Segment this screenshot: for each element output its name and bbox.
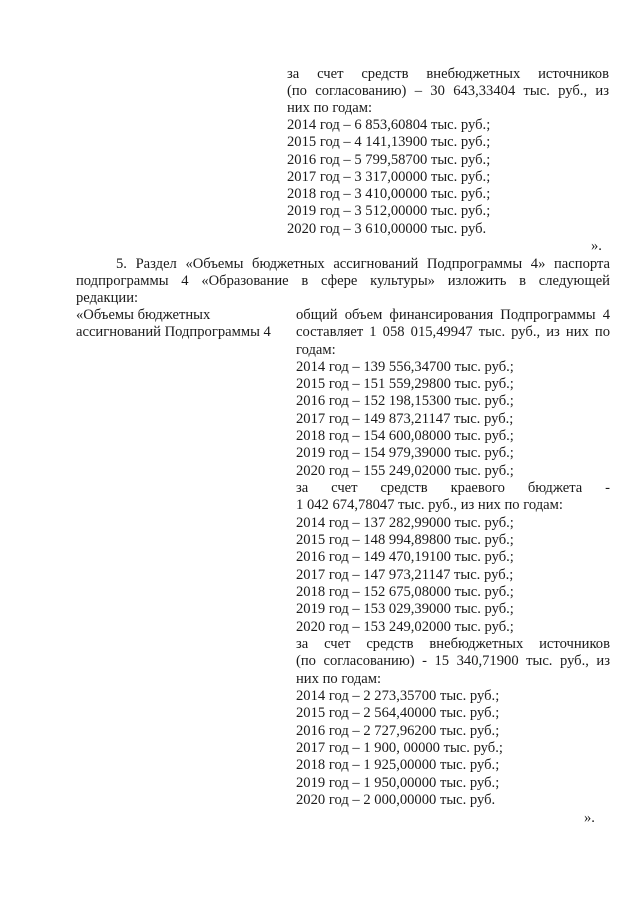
value-line: за счет средств внебюджетных источников — [296, 636, 610, 652]
year-line: 2019 год – 1 950,00000 тыс. руб.; — [296, 775, 500, 791]
year-line: 2017 год – 1 900, 00000 тыс. руб.; — [296, 740, 503, 756]
year-line: 2017 год – 3 317,00000 тыс. руб.; — [287, 169, 491, 185]
year-line: 2015 год – 2 564,40000 тыс. руб.; — [296, 705, 500, 721]
value-line: составляет 1 058 015,49947 тыс. руб., из них по — [296, 324, 610, 340]
value-line: годам: — [296, 342, 336, 358]
text-line: них по годам: — [287, 100, 373, 116]
year-line: 2019 год – 3 512,00000 тыс. руб.; — [287, 203, 491, 219]
closing-quote: ». — [591, 238, 602, 254]
year-line: 2015 год – 151 559,29800 тыс. руб.; — [296, 376, 514, 392]
year-line: 2019 год – 154 979,39000 тыс. руб.; — [296, 445, 514, 461]
text-line: за счет средств внебюджетных источников — [287, 66, 609, 82]
year-line: 2015 год – 148 994,89800 тыс. руб.; — [296, 532, 514, 548]
value-line: (по согласованию) - 15 340,71900 тыс. руб., из — [296, 653, 610, 669]
year-line: 2020 год – 155 249,02000 тыс. руб.; — [296, 463, 514, 479]
label-line: ассигнований Подпрограммы 4 — [76, 324, 271, 340]
year-line: 2014 год – 137 282,99000 тыс. руб.; — [296, 515, 514, 531]
year-line: 2017 год – 149 873,21147 тыс. руб.; — [296, 411, 514, 427]
year-line: 2016 год – 2 727,96200 тыс. руб.; — [296, 723, 500, 739]
year-line: 2016 год – 5 799,58700 тыс. руб.; — [287, 152, 491, 168]
closing-quote: ». — [584, 810, 595, 826]
value-line: 1 042 674,78047 тыс. руб., из них по годам: — [296, 497, 563, 513]
year-line: 2018 год – 3 410,00000 тыс. руб.; — [287, 186, 491, 202]
value-line: общий объем финансирования Подпрограммы 4 — [296, 307, 610, 323]
year-line: 2014 год – 6 853,60804 тыс. руб.; — [287, 117, 491, 133]
value-line: за счет средств краевого бюджета - — [296, 480, 610, 496]
value-line: них по годам: — [296, 671, 382, 687]
year-line: 2015 год – 4 141,13900 тыс. руб.; — [287, 134, 491, 150]
year-line: 2018 год – 152 675,08000 тыс. руб.; — [296, 584, 514, 600]
year-line: 2016 год – 149 470,19100 тыс. руб.; — [296, 549, 514, 565]
year-line: 2020 год – 3 610,00000 тыс. руб. — [287, 221, 487, 237]
year-line: 2019 год – 153 029,39000 тыс. руб.; — [296, 601, 514, 617]
year-line: 2018 год – 154 600,08000 тыс. руб.; — [296, 428, 514, 444]
year-line: 2014 год – 2 273,35700 тыс. руб.; — [296, 688, 500, 704]
year-line: 2017 год – 147 973,21147 тыс. руб.; — [296, 567, 514, 583]
year-line: 2020 год – 2 000,00000 тыс. руб. — [296, 792, 496, 808]
paragraph-line: 5. Раздел «Объемы бюджетных ассигнований Подпрограммы 4» паспорта — [116, 256, 610, 272]
year-line: 2014 год – 139 556,34700 тыс. руб.; — [296, 359, 514, 375]
year-line: 2018 год – 1 925,00000 тыс. руб.; — [296, 757, 500, 773]
label-line: «Объемы бюджетных — [76, 307, 211, 323]
year-line: 2020 год – 153 249,02000 тыс. руб.; — [296, 619, 514, 635]
paragraph-line: редакции: — [76, 290, 139, 306]
year-line: 2016 год – 152 198,15300 тыс. руб.; — [296, 393, 514, 409]
paragraph-line: подпрограммы 4 «Образование в сфере культуры» изложить в следующей — [76, 273, 610, 289]
text-line: (по согласованию) – 30 643,33404 тыс. руб., из — [287, 83, 609, 99]
